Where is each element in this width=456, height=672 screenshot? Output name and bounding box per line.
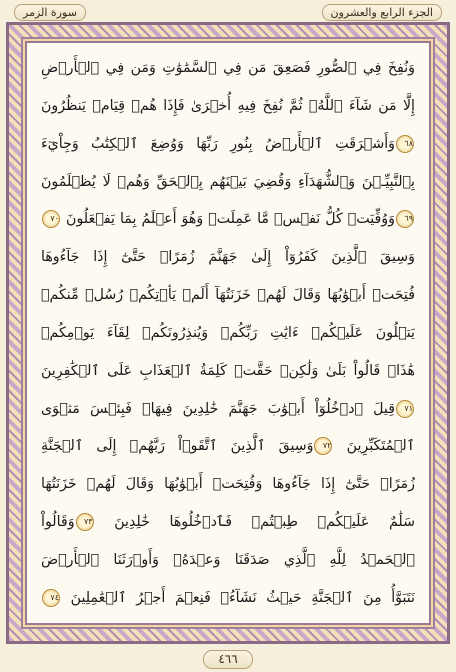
ayah-number-marker: ٧٢	[314, 437, 332, 455]
verse-line	[41, 394, 415, 424]
verse-line	[41, 583, 415, 613]
verse-text: قِيلَ ٱدۡخُلُوٓاْ أَبۡوَٰبَ جَهَنَّمَ خَٰلِدِينَ فِيهَاۖ فَبِئۡسَ مَثۡوَى	[41, 400, 395, 417]
page-number: ٤٦٦	[203, 650, 252, 669]
ayah-number-marker: ٦٩	[396, 210, 414, 228]
page-header	[14, 3, 442, 21]
verse-text: هَٰذَاۚ قَالُواْ بَلَىٰ وَلَٰكِنۡ حَقَّتۡ كَلِمَةُ ٱلۡعَذَابِ عَلَى ٱلۡكَٰفِرِينَ	[41, 362, 415, 379]
verse-text: بِٱلنَّبِيِّـۧنَ وَٱلشُّهَدَآءِ وَقُضِيَ بَيۡنَهُم بِٱلۡحَقِّ وَهُمۡ لَا يُظۡلَمُونَ	[41, 173, 415, 190]
verse-text: وَقَالُواْ	[41, 514, 75, 531]
verse-line	[41, 204, 415, 234]
verse-text: ٱلۡمُتَكَبِّرِينَ	[346, 438, 415, 455]
verse-text: وَنُفِخَ فِي ٱلصُّورِ فَصَعِقَ مَن فِي ٱلسَّمَٰوَٰتِ وَمَن فِي ٱلۡأَرۡضِ	[41, 60, 415, 76]
ornamental-frame	[6, 22, 450, 644]
verse-line	[41, 53, 415, 83]
verse-line	[41, 242, 415, 272]
verse-text: إِلَّا مَن شَآءَ ٱللَّهُۖ ثُمَّ نُفِخَ فِيهِ أُخۡرَىٰ فَإِذَا هُمۡ قِيَامٞ يَنظُرُونَ	[41, 97, 415, 114]
verse-line	[41, 167, 415, 197]
ayah-number-marker: ٧٣	[76, 513, 94, 531]
page-footer	[0, 648, 456, 670]
text-panel	[25, 41, 431, 625]
verse-text: وَأَشۡرَقَتِ ٱلۡأَرۡضُ بِنُورِ رَبِّهَا وَوُضِعَ ٱلۡكِتَٰبُ وَجِاْيٓءَ	[41, 135, 395, 152]
verse-line	[41, 91, 415, 121]
surah-label: سورة الزمر	[14, 4, 86, 21]
verse-line	[41, 318, 415, 348]
verse-line	[41, 469, 415, 499]
ayah-number-marker: ٧٠	[42, 210, 60, 228]
verse-text: يَتۡلُونَ عَلَيۡكُمۡ ءَايَٰتِ رَبِّكُمۡ وَيُنذِرُونَكُمۡ لِقَآءَ يَوۡمِكُمۡ	[41, 324, 415, 341]
juz-label: الجزء الرابع والعشرون	[322, 4, 443, 21]
ayah-number-marker: ٦٨	[396, 135, 414, 153]
verse-line	[41, 507, 415, 537]
verse-line	[41, 129, 415, 159]
verse-text: سَلَٰمٌ عَلَيۡكُمۡ طِبۡتُمۡ فَٱدۡخُلُوهَا خَٰلِدِينَ	[114, 514, 415, 531]
verse-text: زُمَرًاۖ حَتَّىٰٓ إِذَا جَآءُوهَا وَفُتِحَتۡ أَبۡوَٰبُهَا وَقَالَ لَهُمۡ خَزَنَتُهَا	[41, 476, 415, 493]
ayah-number-marker: ٧٤	[42, 589, 60, 607]
verse-text: فُتِحَتۡ أَبۡوَٰبُهَا وَقَالَ لَهُمۡ خَزَنَتُهَآ أَلَمۡ يَأۡتِكُمۡ رُسُلٞ مِّنكُمۡ	[41, 287, 415, 304]
verse-text: وَسِيقَ ٱلَّذِينَ ٱتَّقَوۡاْ رَبَّهُمۡ إِلَى ٱلۡجَنَّةِ	[41, 438, 314, 455]
ayah-number-marker: ٧١	[396, 400, 414, 418]
verse-text: نَتَبَوَّأُ مِنَ ٱلۡجَنَّةِ حَيۡثُ نَشَآءُۖ فَنِعۡمَ أَجۡرُ ٱلۡعَٰمِلِينَ	[70, 589, 415, 606]
verse-line	[41, 545, 415, 575]
verse-text: وَوُفِّيَتۡ كُلُّ نَفۡسٖ مَّا عَمِلَتۡ وَهُوَ أَعۡلَمُ بِمَا يَفۡعَلُونَ	[66, 211, 395, 228]
verses-block	[41, 53, 415, 613]
verse-line	[41, 356, 415, 386]
verse-text: ٱلۡحَمۡدُ لِلَّهِ ٱلَّذِي صَدَقَنَا وَعۡدَهُۥ وَأَوۡرَثَنَا ٱلۡأَرۡضَ	[41, 551, 415, 568]
verse-line	[41, 280, 415, 310]
verse-text: وَسِيقَ ٱلَّذِينَ كَفَرُوٓاْ إِلَىٰ جَهَنَّمَ زُمَرًاۖ حَتَّىٰٓ إِذَا جَآءُوهَا	[41, 249, 415, 266]
verse-line	[41, 431, 415, 461]
